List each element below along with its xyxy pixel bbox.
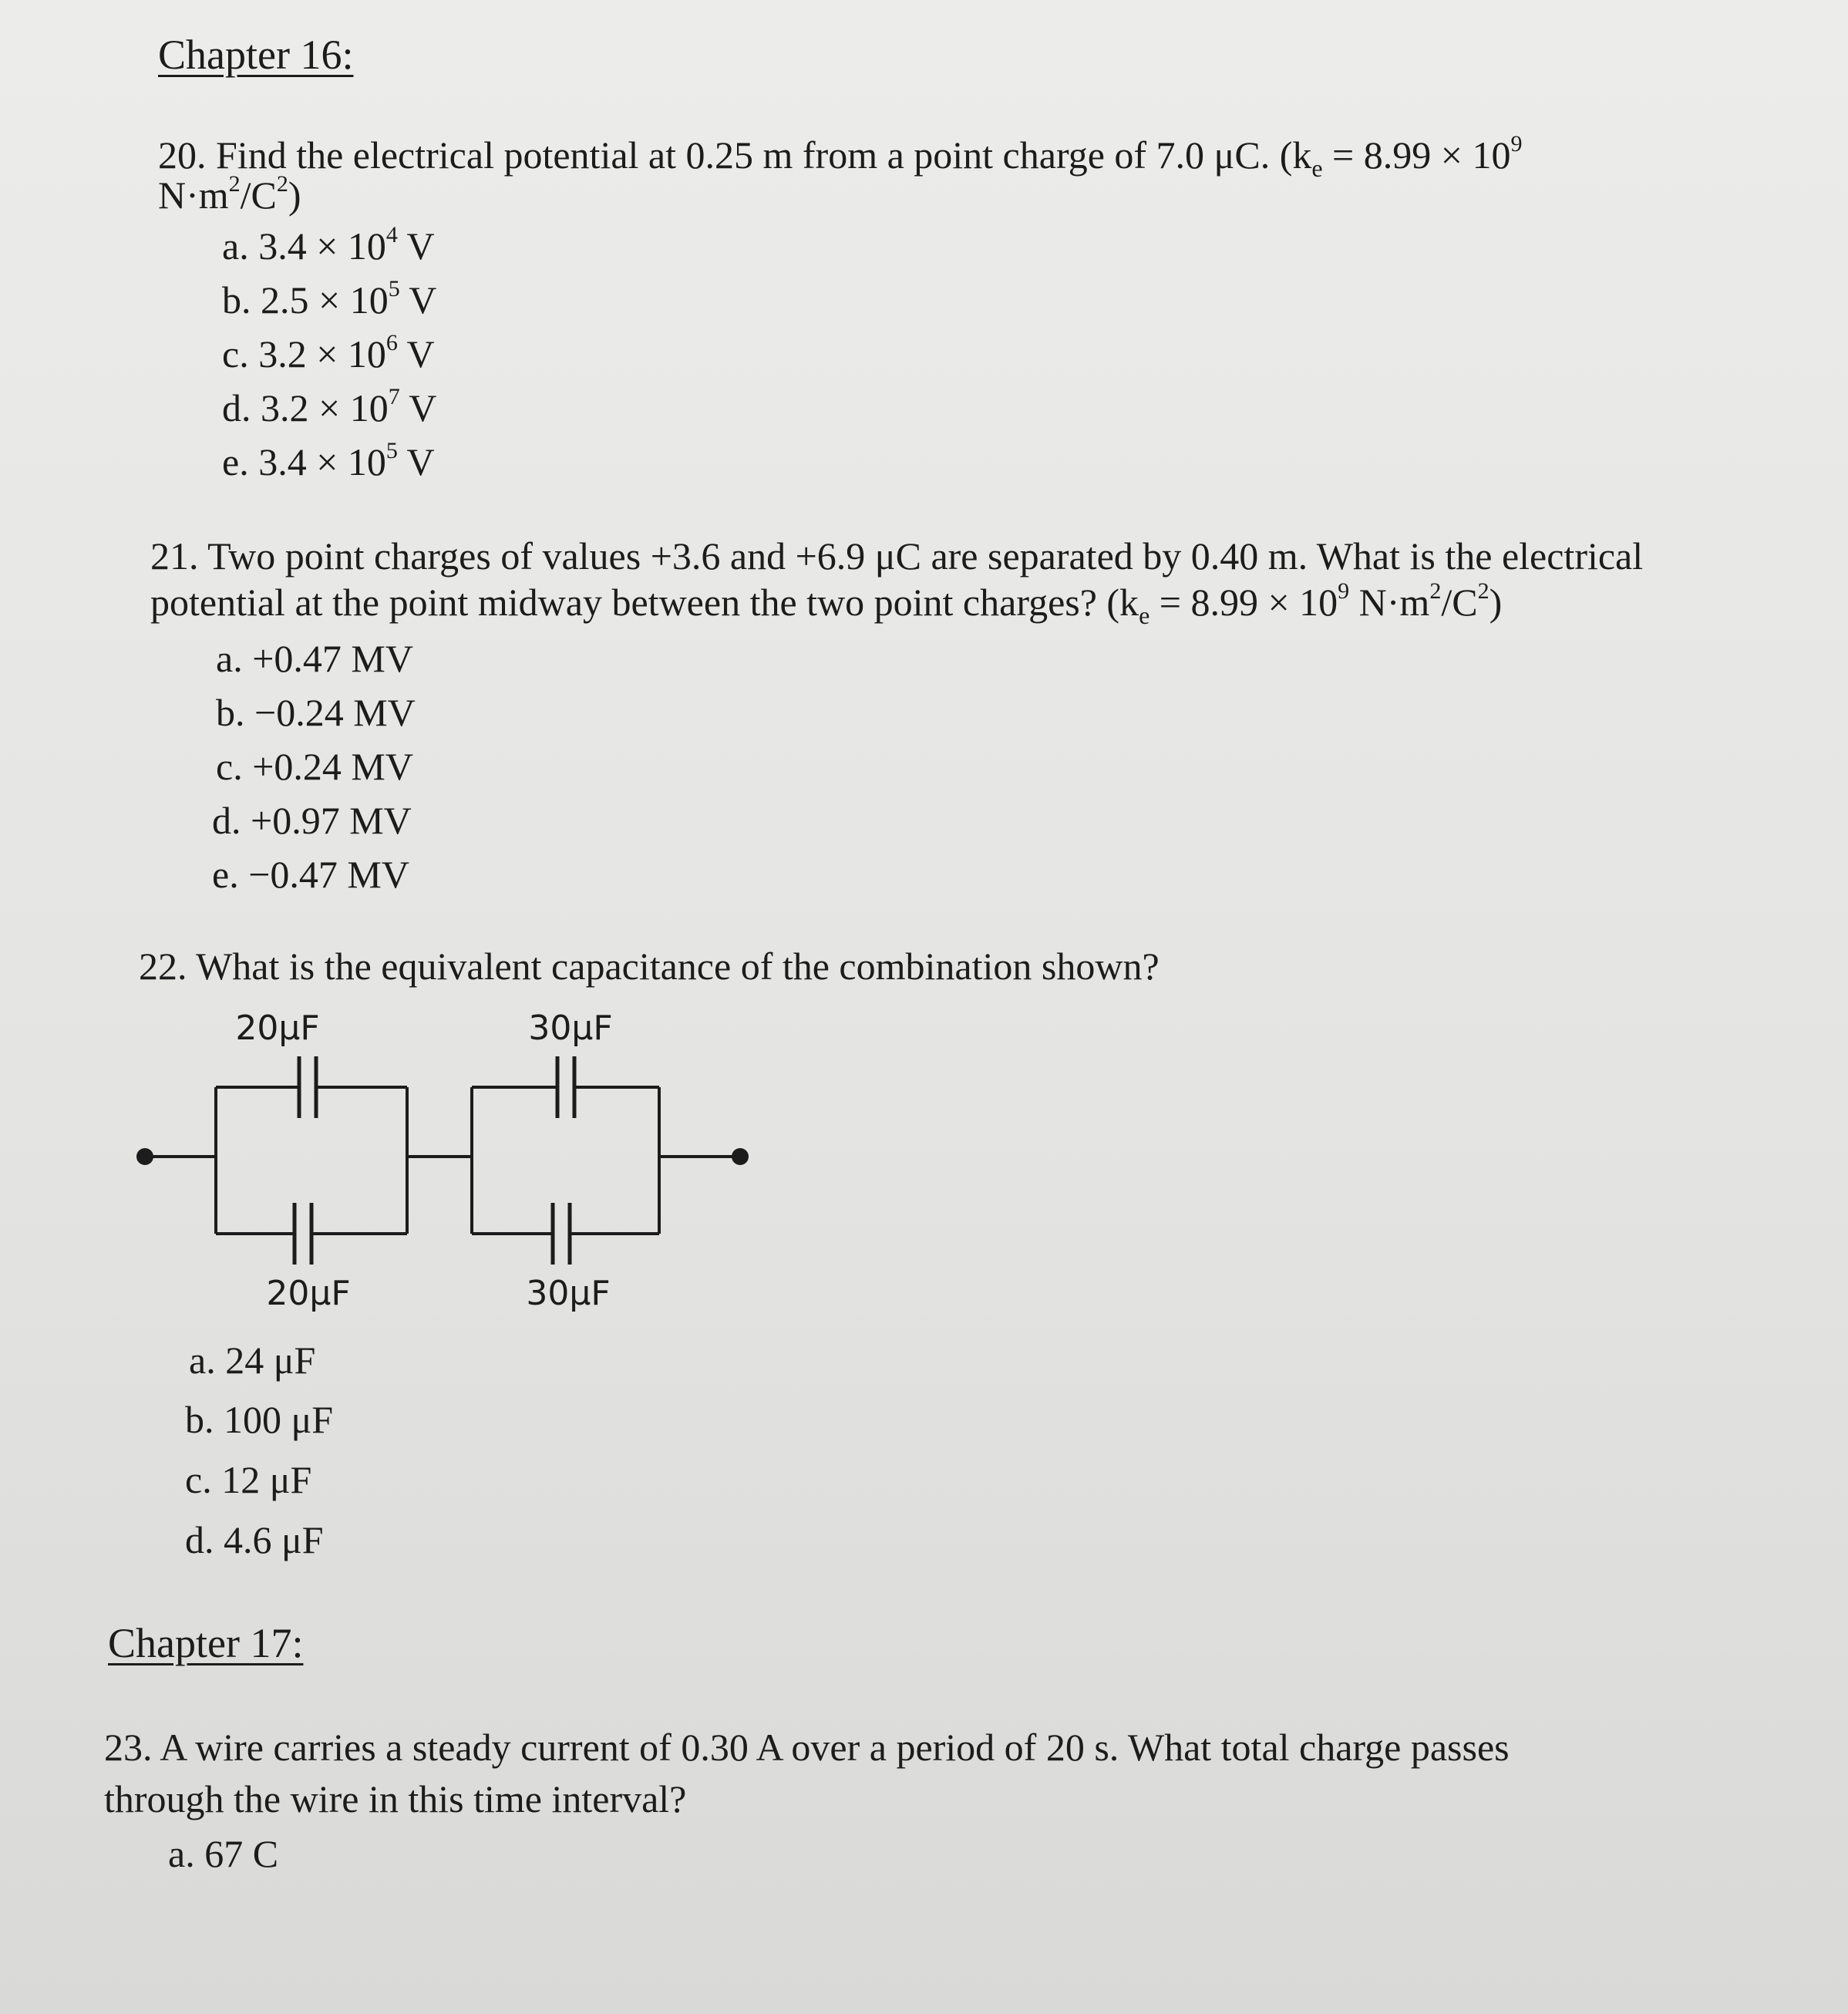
q20-sub-e: e [1311, 154, 1323, 182]
q21-option-b: b. −0.24 MV [216, 691, 416, 734]
q21-exp-2a: 2 [1429, 578, 1442, 604]
question-20-line-2 [158, 171, 301, 219]
q21-text-d: /C [1441, 581, 1478, 624]
q21-text-a: potential at the point midway between the two point charges? (k [150, 581, 1139, 624]
question-21-line-2 [150, 578, 1502, 639]
q20-unit-a: N·m [158, 173, 229, 217]
q21-option-c: c. +0.24 MV [216, 745, 413, 788]
q22-option-b: b. 100 μF [185, 1398, 334, 1441]
q20-option-d-unit: V [399, 386, 437, 429]
q21-option-e: e. −0.47 MV [212, 853, 409, 896]
q20-option-d-text: d. 3.2 × 10 [222, 386, 389, 429]
q20-unit-exp-b: 2 [276, 171, 288, 197]
q20-option-e-exp: 5 [385, 438, 398, 463]
q21-text-e: ) [1489, 581, 1503, 624]
q20-option-d [222, 386, 436, 430]
q20-option-a-exp: 4 [385, 222, 398, 248]
question-23-line-1: 23. A wire carries a steady current of 0.30 A over a period of 20 s. What total charge passes [104, 1726, 1510, 1769]
q20-text: 20. Find the electrical potential at 0.25 m from a point charge of 7.0 μC. (k [158, 133, 1312, 177]
q21-sub-e: e [1139, 601, 1150, 629]
q20-option-e [222, 440, 435, 484]
left-terminal-dot [136, 1148, 153, 1165]
q21-exp-9: 9 [1338, 578, 1350, 604]
q20-unit-b: /C [240, 173, 277, 217]
q20-option-e-unit: V [397, 440, 435, 483]
q20-option-b-text: b. 2.5 × 10 [222, 278, 389, 322]
q20-option-c-text: c. 3.2 × 10 [222, 332, 386, 376]
q20-option-b [222, 278, 436, 322]
right-terminal-dot [732, 1148, 749, 1165]
chapter-16-heading: Chapter 16: [158, 32, 354, 78]
capacitor-circuit-diagram [123, 1002, 802, 1342]
q21-text-b: = 8.99 × 10 [1150, 581, 1338, 624]
chapter-17-heading: Chapter 17: [108, 1620, 304, 1666]
q20-option-c-unit: V [397, 332, 435, 376]
question-22-text: 22. What is the equivalent capacitance of the combination shown? [139, 945, 1160, 988]
q21-exp-2b: 2 [1477, 578, 1490, 604]
q23-option-a: a. 67 C [168, 1832, 279, 1875]
question-23-line-2: through the wire in this time interval? [104, 1777, 687, 1820]
q20-unit-exp-a: 2 [228, 171, 241, 197]
capacitor-label-bottom-right: 30μF [526, 1274, 611, 1313]
capacitor-label-top-left: 20μF [235, 1009, 320, 1048]
q20-text-tail: = 8.99 × 10 [1322, 133, 1511, 177]
capacitor-label-top-right: 30μF [528, 1009, 613, 1048]
q20-unit-c: ) [288, 173, 301, 217]
q22-option-d: d. 4.6 μF [185, 1518, 324, 1561]
q20-exp-9: 9 [1510, 131, 1523, 157]
q22-option-c: c. 12 μF [185, 1458, 312, 1501]
q21-option-a: a. +0.47 MV [216, 637, 413, 680]
q22-option-a: a. 24 μF [189, 1339, 316, 1382]
q20-option-d-exp: 7 [388, 384, 400, 409]
question-21-line-1: 21. Two point charges of values +3.6 and +6.9 μC are separated by 0.40 m. What is the electrical [150, 534, 1644, 578]
q21-option-d: d. +0.97 MV [212, 799, 412, 842]
q20-option-a-unit: V [397, 224, 435, 268]
q21-text-c: N·m [1349, 581, 1430, 624]
q20-option-e-text: e. 3.4 × 10 [222, 440, 386, 483]
q20-option-c [222, 332, 435, 376]
show-through-text [910, 15, 919, 56]
q20-option-b-unit: V [399, 278, 437, 322]
q20-option-a [222, 224, 435, 268]
q20-option-c-exp: 6 [385, 330, 398, 355]
question-20-line-1 [158, 131, 1522, 192]
q20-option-b-exp: 5 [388, 276, 400, 301]
q20-option-a-text: a. 3.4 × 10 [222, 224, 386, 268]
capacitor-label-bottom-left: 20μF [266, 1274, 351, 1313]
